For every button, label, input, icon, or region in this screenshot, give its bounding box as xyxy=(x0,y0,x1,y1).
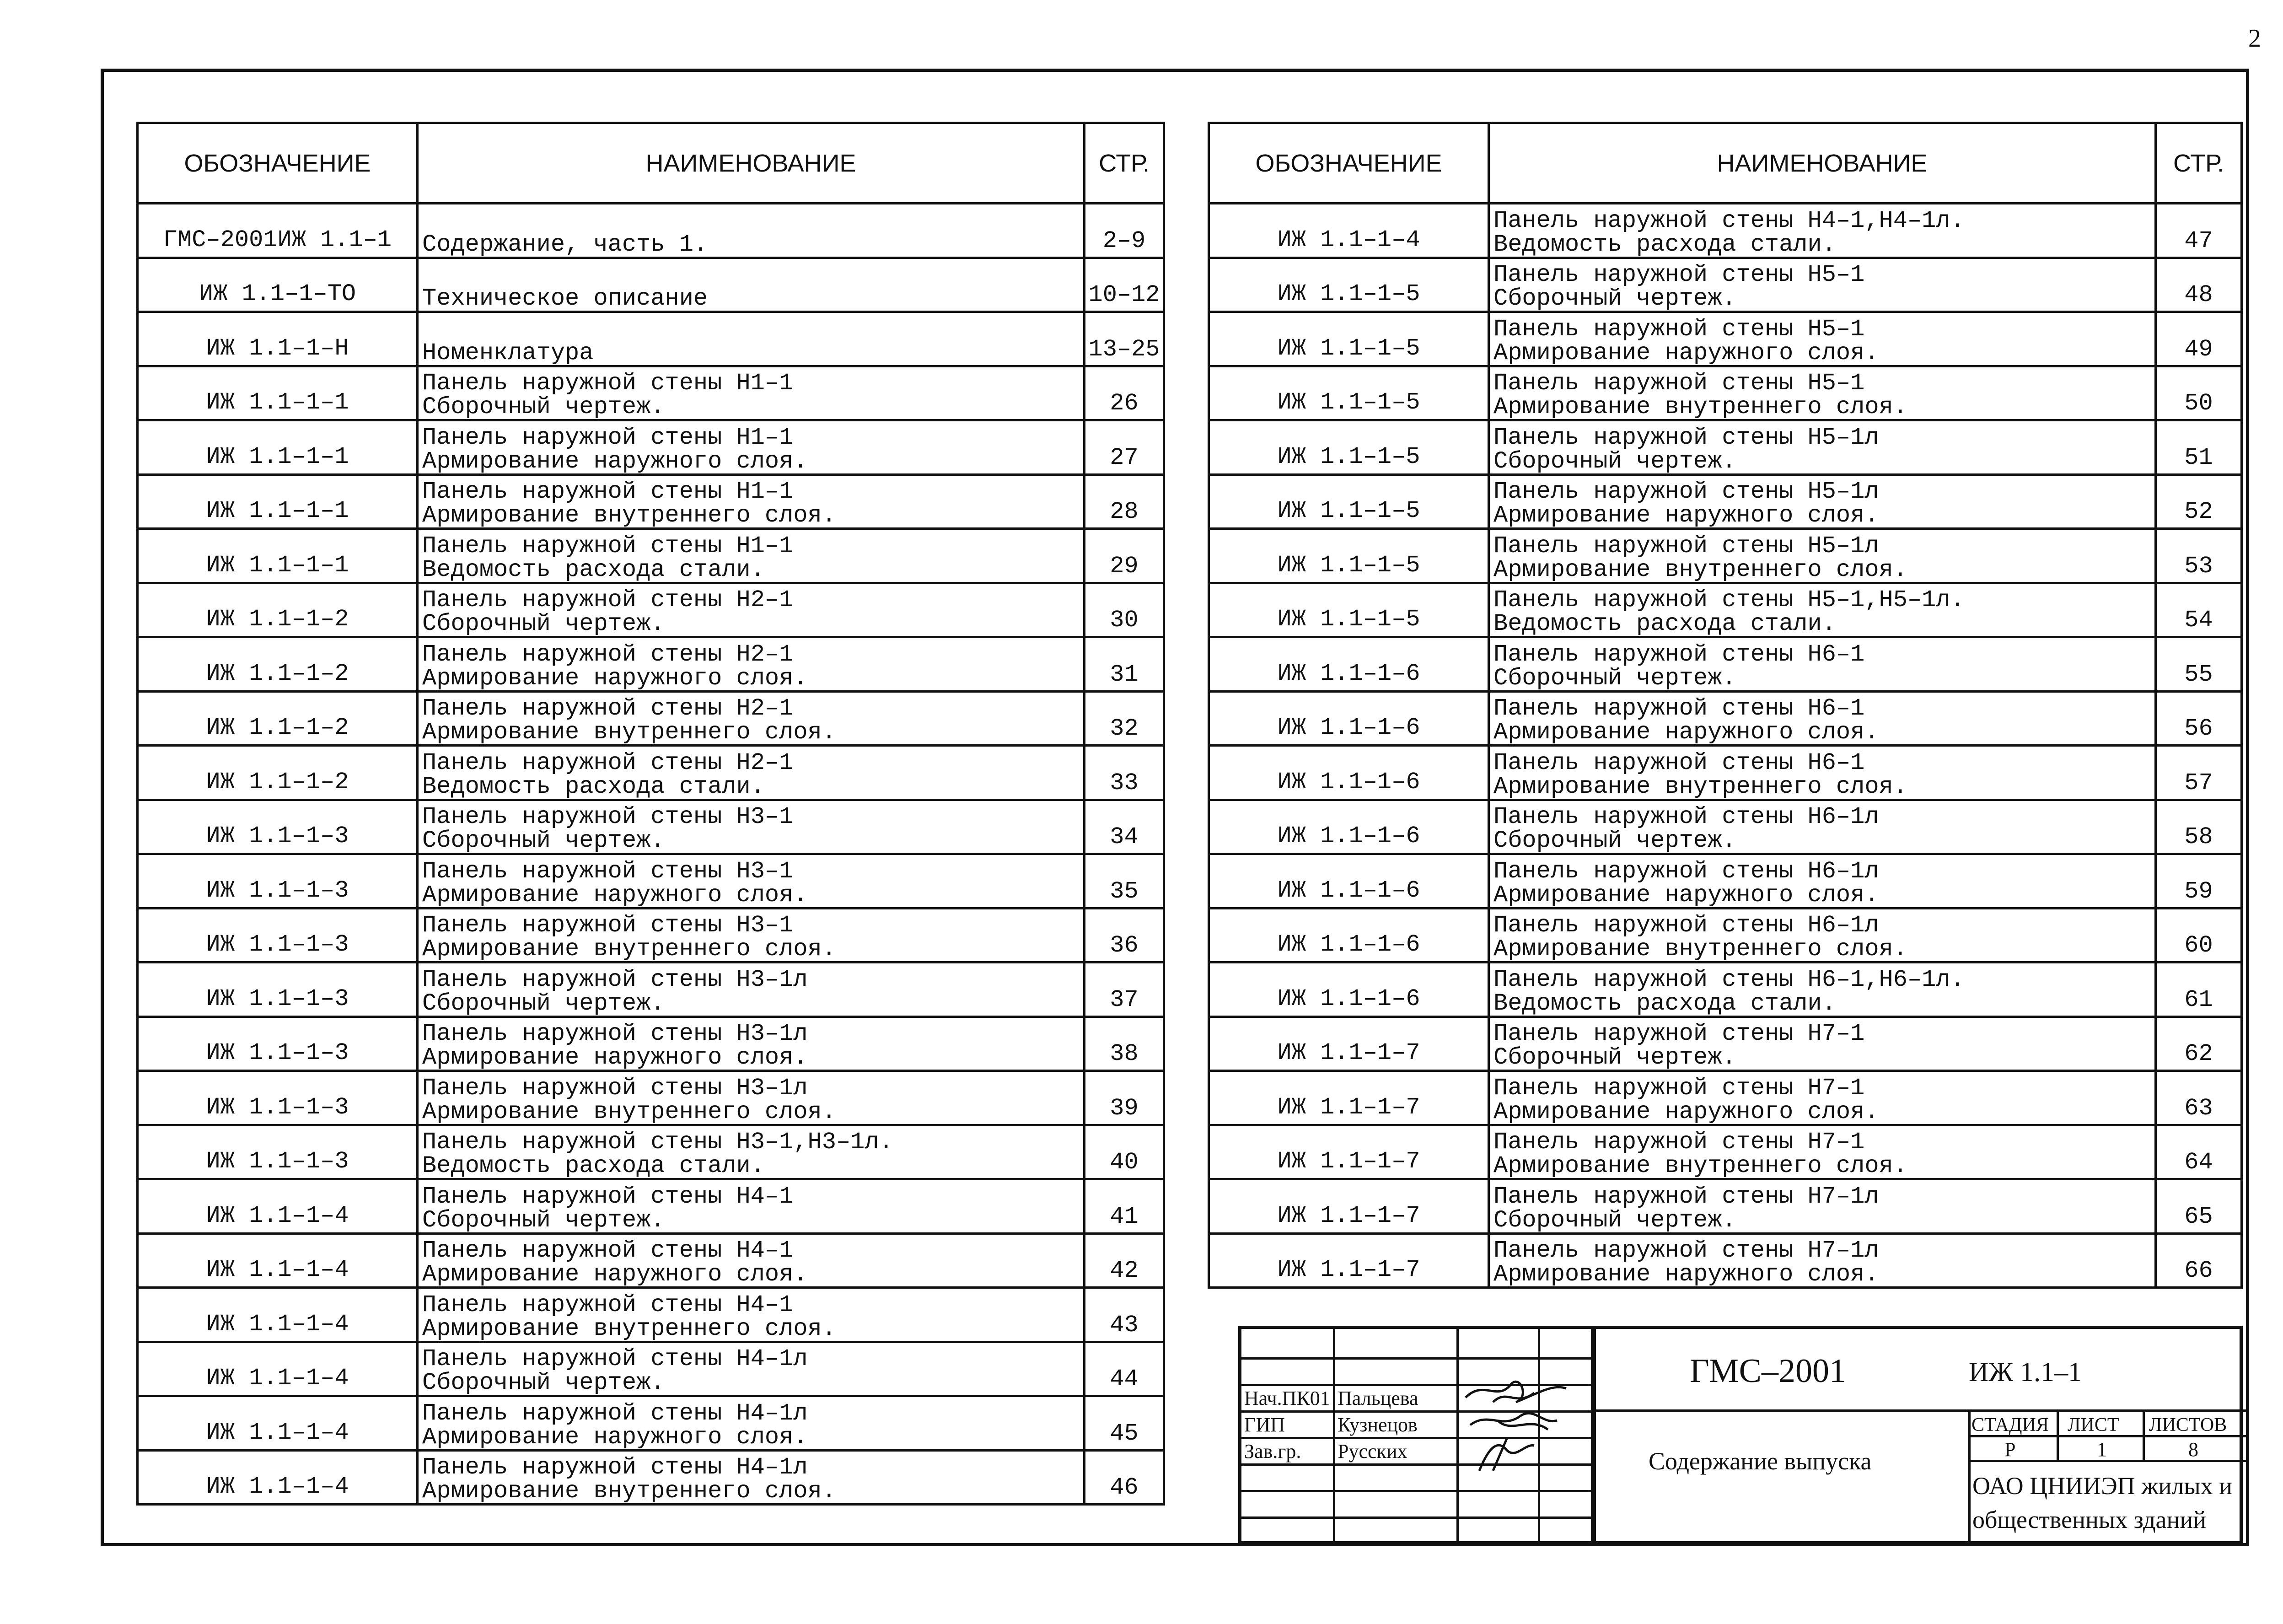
page-cell: 31 xyxy=(1085,637,1164,692)
designation-cell: ИЖ 1.1–1–5 xyxy=(1209,258,1489,312)
designation-cell: ИЖ 1.1–1–2 xyxy=(138,746,418,800)
name-cell xyxy=(1489,258,2156,312)
name-line: Сборочный чертеж. xyxy=(1493,1044,1736,1071)
name-line: Панель наружной стены Н7–1л xyxy=(1493,1183,1879,1210)
name-line: Ведомость расхода стали. xyxy=(1493,231,1836,258)
stamp-organization: ОАО ЦНИИЭП жилых и xyxy=(1972,1472,2233,1500)
name-cell xyxy=(1489,691,2156,746)
page-cell: 65 xyxy=(2156,1179,2242,1234)
name-line: Армирование внутреннего слоя. xyxy=(1493,393,1907,420)
name-line: Панель наружной стены Н4–1 xyxy=(422,1237,794,1264)
page-cell: 2–9 xyxy=(1085,204,1164,258)
designation-cell: ИЖ 1.1–1–6 xyxy=(1209,854,1489,909)
name-cell xyxy=(1489,1233,2156,1288)
designation-cell: ИЖ 1.1–1–1 xyxy=(138,529,418,583)
table-row xyxy=(138,1071,1164,1125)
page-cell: 62 xyxy=(2156,1016,2242,1071)
name-line: Панель наружной стены Н5–1,Н5–1л. xyxy=(1493,586,1965,613)
name-cell xyxy=(1489,908,2156,963)
name-line: Номенклатура xyxy=(422,339,594,366)
table-row xyxy=(1209,204,2242,258)
designation-cell: ИЖ 1.1–1–7 xyxy=(1209,1179,1489,1234)
designation-cell: ИЖ 1.1–1–2 xyxy=(138,637,418,692)
name-cell xyxy=(418,1396,1085,1451)
designation-cell: ИЖ 1.1–1–5 xyxy=(1209,366,1489,420)
name-line: Панель наружной стены Н3–1 xyxy=(422,857,794,885)
designation-cell: ИЖ 1.1–1–3 xyxy=(138,1016,418,1071)
page-cell: 33 xyxy=(1085,746,1164,800)
stamp-divider xyxy=(2143,1409,2145,1461)
name-cell xyxy=(1489,1179,2156,1234)
stamp-sheet-label: ЛИСТ xyxy=(2068,1414,2119,1436)
name-cell xyxy=(418,963,1085,1017)
signature-icon xyxy=(1456,1370,1594,1480)
name-line: Панель наружной стены Н6–1 xyxy=(1493,749,1865,776)
name-cell xyxy=(1489,420,2156,475)
name-line: Армирование наружного слоя. xyxy=(1493,1098,1879,1125)
table-row xyxy=(1209,800,2242,854)
name-cell xyxy=(418,1233,1085,1288)
name-line: Панель наружной стены Н6–1 xyxy=(1493,640,1865,668)
designation-cell: ИЖ 1.1–1–5 xyxy=(1209,474,1489,529)
name-cell xyxy=(1489,963,2156,1017)
column-header-name: НАИМЕНОВАНИЕ xyxy=(418,123,1085,204)
name-cell xyxy=(1489,854,2156,909)
name-cell xyxy=(418,258,1085,312)
name-line: Панель наружной стены Н3–1,Н3–1л. xyxy=(422,1129,893,1156)
page-cell: 32 xyxy=(1085,691,1164,746)
stamp-divider xyxy=(1333,1329,1335,1541)
designation-cell: ИЖ 1.1–1–4 xyxy=(138,1179,418,1234)
stamp-sheet: 1 xyxy=(2097,1438,2107,1461)
name-line: Армирование наружного слоя. xyxy=(422,1044,808,1071)
title-block xyxy=(1238,1326,2243,1544)
designation-cell: ИЖ 1.1–1–Н xyxy=(138,312,418,366)
name-line: Сборочный чертеж. xyxy=(1493,1206,1736,1233)
name-cell xyxy=(418,854,1085,909)
name-line: Панель наружной стены Н7–1 xyxy=(1493,1020,1865,1047)
name-line: Ведомость расхода стали. xyxy=(1493,989,1836,1016)
page-cell: 51 xyxy=(2156,420,2242,475)
designation-cell: ИЖ 1.1–1–1 xyxy=(138,420,418,475)
name-cell xyxy=(418,583,1085,637)
stamp-role: ГИП xyxy=(1244,1414,1285,1436)
name-line: Панель наружной стены Н3–1л xyxy=(422,1074,808,1102)
stamp-organization: общественных зданий xyxy=(1972,1506,2207,1533)
designation-cell: ИЖ 1.1–1–2 xyxy=(138,691,418,746)
name-line: Панель наружной стены Н1–1 xyxy=(422,424,794,451)
name-cell xyxy=(418,529,1085,583)
designation-cell: ИЖ 1.1–1–7 xyxy=(1209,1125,1489,1179)
column-header-page: СТР. xyxy=(2156,123,2242,204)
name-line: Армирование внутреннего слоя. xyxy=(1493,773,1907,800)
table-row xyxy=(138,1125,1164,1179)
table-row xyxy=(138,800,1164,854)
name-line: Армирование внутреннего слоя. xyxy=(422,502,836,529)
column-header-designation: ОБОЗНАЧЕНИЕ xyxy=(1209,123,1489,204)
page-cell: 10–12 xyxy=(1085,258,1164,312)
stamp-line xyxy=(1241,1490,1593,1492)
table-row xyxy=(1209,691,2242,746)
name-cell xyxy=(418,1342,1085,1396)
page-cell: 48 xyxy=(2156,258,2242,312)
designation-cell: ИЖ 1.1–1–5 xyxy=(1209,312,1489,366)
name-line: Армирование наружного слоя. xyxy=(422,1261,808,1288)
name-line: Панель наружной стены Н7–1 xyxy=(1493,1129,1865,1156)
name-line: Армирование наружного слоя. xyxy=(422,664,808,691)
designation-cell: ИЖ 1.1–1–3 xyxy=(138,1125,418,1179)
table-row xyxy=(138,1233,1164,1288)
name-line: Панель наружной стены Н2–1 xyxy=(422,749,794,776)
name-line: Панель наружной стены Н1–1 xyxy=(422,478,794,505)
name-line: Панель наружной стены Н5–1 xyxy=(1493,261,1865,288)
designation-cell: ИЖ 1.1–1–4 xyxy=(138,1288,418,1342)
table-row xyxy=(138,1450,1164,1505)
page-cell: 45 xyxy=(1085,1396,1164,1451)
name-line: Панель наружной стены Н5–1л xyxy=(1493,478,1879,505)
table-row xyxy=(1209,854,2242,909)
name-line: Панель наружной стены Н4–1л xyxy=(422,1399,808,1427)
name-line: Панель наружной стены Н4–1 xyxy=(422,1183,794,1210)
page-cell: 66 xyxy=(2156,1233,2242,1288)
page-cell: 26 xyxy=(1085,366,1164,420)
name-line: Панель наружной стены Н6–1л xyxy=(1493,912,1879,939)
page-cell: 53 xyxy=(2156,529,2242,583)
name-line: Панель наружной стены Н5–1 xyxy=(1493,370,1865,397)
name-cell xyxy=(418,474,1085,529)
name-line: Армирование внутреннего слоя. xyxy=(422,719,836,746)
table-row xyxy=(138,1288,1164,1342)
page-cell: 58 xyxy=(2156,800,2242,854)
page-cell: 63 xyxy=(2156,1071,2242,1125)
column-header-designation: ОБОЗНАЧЕНИЕ xyxy=(138,123,418,204)
name-cell xyxy=(418,1071,1085,1125)
stamp-code: ГМС–2001 xyxy=(1690,1352,1846,1390)
designation-cell: ИЖ 1.1–1–3 xyxy=(138,854,418,909)
designation-cell: ИЖ 1.1–1–6 xyxy=(1209,800,1489,854)
table-row xyxy=(1209,529,2242,583)
name-cell xyxy=(418,1288,1085,1342)
name-line: Сборочный чертеж. xyxy=(1493,827,1736,854)
stamp-person: Пальцева xyxy=(1338,1387,1418,1409)
name-line: Армирование внутреннего слоя. xyxy=(422,1478,836,1505)
designation-cell: ИЖ 1.1–1–5 xyxy=(1209,583,1489,637)
page-cell: 37 xyxy=(1085,963,1164,1017)
table-row xyxy=(138,474,1164,529)
name-line: Сборочный чертеж. xyxy=(422,989,665,1016)
name-line: Панель наружной стены Н1–1 xyxy=(422,370,794,397)
name-cell xyxy=(1489,1125,2156,1179)
name-cell xyxy=(1489,312,2156,366)
table-row xyxy=(138,204,1164,258)
table-row xyxy=(1209,258,2242,312)
table-row xyxy=(1209,1016,2242,1071)
name-cell xyxy=(418,1179,1085,1234)
table-row xyxy=(138,1396,1164,1451)
designation-cell: ИЖ 1.1–1–4 xyxy=(138,1233,418,1288)
designation-cell: ИЖ 1.1–1–1 xyxy=(138,474,418,529)
table-row xyxy=(138,963,1164,1017)
name-line: Армирование наружного слоя. xyxy=(1493,881,1879,908)
name-cell xyxy=(418,420,1085,475)
name-cell xyxy=(1489,366,2156,420)
table-row xyxy=(1209,746,2242,800)
name-cell xyxy=(1489,800,2156,854)
name-line: Панель наружной стены Н7–1л xyxy=(1493,1237,1879,1264)
page-cell: 50 xyxy=(2156,366,2242,420)
name-line: Техническое описание xyxy=(422,285,708,312)
stamp-sheets: 8 xyxy=(2188,1438,2198,1461)
name-line: Панель наружной стены Н3–1л xyxy=(422,1020,808,1047)
table-row xyxy=(1209,908,2242,963)
name-line: Армирование наружного слоя. xyxy=(1493,1261,1879,1288)
name-cell xyxy=(418,1450,1085,1505)
page-cell: 36 xyxy=(1085,908,1164,963)
designation-cell: ИЖ 1.1–1–3 xyxy=(138,800,418,854)
name-line: Армирование наружного слоя. xyxy=(422,447,808,474)
name-line: Панель наружной стены Н4–1 xyxy=(422,1291,794,1318)
page-cell: 54 xyxy=(2156,583,2242,637)
stamp-line xyxy=(1241,1357,1593,1360)
stamp-document: ИЖ 1.1–1 xyxy=(1969,1357,2082,1387)
table-row xyxy=(1209,583,2242,637)
designation-cell: ИЖ 1.1–1–4 xyxy=(1209,204,1489,258)
name-cell xyxy=(1489,746,2156,800)
table-row xyxy=(138,312,1164,366)
name-cell xyxy=(1489,1071,2156,1125)
name-line: Сборочный чертеж. xyxy=(422,393,665,420)
name-line: Ведомость расхода стали. xyxy=(422,556,765,583)
table-row xyxy=(1209,474,2242,529)
page-cell: 29 xyxy=(1085,529,1164,583)
name-line: Армирование внутреннего слоя. xyxy=(1493,936,1907,963)
name-cell xyxy=(1489,529,2156,583)
stamp-divider xyxy=(1968,1409,1971,1541)
stamp-stage-label: СТАДИЯ xyxy=(1971,1414,2049,1436)
name-line: Ведомость расхода стали. xyxy=(1493,610,1836,637)
page-cell: 30 xyxy=(1085,583,1164,637)
contents-table-left xyxy=(136,122,1165,1506)
table-row xyxy=(138,366,1164,420)
designation-cell: ИЖ 1.1–1–6 xyxy=(1209,637,1489,692)
page-cell: 40 xyxy=(1085,1125,1164,1179)
table-row xyxy=(1209,1125,2242,1179)
stamp-line xyxy=(1593,1409,2246,1412)
page-cell: 27 xyxy=(1085,420,1164,475)
designation-cell: ИЖ 1.1–1–5 xyxy=(1209,420,1489,475)
page-cell: 49 xyxy=(2156,312,2242,366)
name-line: Панель наружной стены Н6–1л xyxy=(1493,857,1879,885)
designation-cell: ИЖ 1.1–1–4 xyxy=(138,1342,418,1396)
stamp-stage: Р xyxy=(2004,1438,2016,1461)
name-line: Сборочный чертеж. xyxy=(1493,664,1736,691)
name-line: Сборочный чертеж. xyxy=(422,610,665,637)
table-row xyxy=(1209,1179,2242,1234)
table-row xyxy=(138,854,1164,909)
name-line: Ведомость расхода стали. xyxy=(422,1152,765,1179)
name-line: Панель наружной стены Н6–1л xyxy=(1493,803,1879,830)
name-cell xyxy=(418,1125,1085,1179)
designation-cell: ИЖ 1.1–1–3 xyxy=(138,908,418,963)
table-row xyxy=(1209,366,2242,420)
table-row xyxy=(1209,1071,2242,1125)
stamp-title: Содержание выпуска xyxy=(1649,1447,1872,1475)
table-row xyxy=(1209,963,2242,1017)
table-row xyxy=(1209,420,2242,475)
designation-cell: ИЖ 1.1–1–6 xyxy=(1209,908,1489,963)
page-cell: 55 xyxy=(2156,637,2242,692)
page-cell: 35 xyxy=(1085,854,1164,909)
designation-cell: ИЖ 1.1–1–2 xyxy=(138,583,418,637)
name-line: Панель наружной стены Н5–1л xyxy=(1493,424,1879,451)
table-row xyxy=(138,637,1164,692)
page-cell: 38 xyxy=(1085,1016,1164,1071)
page-cell: 34 xyxy=(1085,800,1164,854)
designation-cell: ИЖ 1.1–1–5 xyxy=(1209,529,1489,583)
designation-cell: ИЖ 1.1–1–1 xyxy=(138,366,418,420)
name-line: Панель наружной стены Н3–1 xyxy=(422,912,794,939)
name-line: Сборочный чертеж. xyxy=(422,1206,665,1233)
designation-cell: ИЖ 1.1–1–3 xyxy=(138,1071,418,1125)
stamp-role: Зав.гр. xyxy=(1244,1440,1301,1463)
page-cell: 44 xyxy=(1085,1342,1164,1396)
table-row xyxy=(138,529,1164,583)
name-line: Ведомость расхода стали. xyxy=(422,773,765,800)
name-cell xyxy=(418,637,1085,692)
designation-cell: ИЖ 1.1–1–6 xyxy=(1209,746,1489,800)
table-row xyxy=(138,746,1164,800)
name-line: Сборочный чертеж. xyxy=(1493,285,1736,312)
page-cell: 52 xyxy=(2156,474,2242,529)
table-row xyxy=(138,583,1164,637)
page-cell: 60 xyxy=(2156,908,2242,963)
page-cell: 59 xyxy=(2156,854,2242,909)
name-line: Панель наружной стены Н6–1,Н6–1л. xyxy=(1493,966,1965,993)
name-line: Панель наружной стены Н4–1л xyxy=(422,1345,808,1372)
table-row xyxy=(138,258,1164,312)
name-line: Армирование внутреннего слоя. xyxy=(422,936,836,963)
name-line: Панель наружной стены Н3–1 xyxy=(422,803,794,830)
name-line: Армирование внутреннего слоя. xyxy=(422,1315,836,1342)
stamp-person: Кузнецов xyxy=(1338,1414,1418,1436)
page-cell: 46 xyxy=(1085,1450,1164,1505)
name-line: Армирование внутреннего слоя. xyxy=(1493,1152,1907,1179)
table-row xyxy=(1209,637,2242,692)
name-line: Армирование внутреннего слоя. xyxy=(1493,556,1907,583)
stamp-divider xyxy=(2057,1409,2059,1461)
name-cell xyxy=(1489,1016,2156,1071)
designation-cell: ИЖ 1.1–1–7 xyxy=(1209,1071,1489,1125)
table-row xyxy=(138,420,1164,475)
page-cell: 13–25 xyxy=(1085,312,1164,366)
page-cell: 56 xyxy=(2156,691,2242,746)
name-line: Армирование наружного слоя. xyxy=(422,1423,808,1450)
designation-cell: ИЖ 1.1–1–4 xyxy=(138,1396,418,1451)
name-cell xyxy=(418,1016,1085,1071)
table-row xyxy=(138,691,1164,746)
table-row xyxy=(138,908,1164,963)
page-cell: 64 xyxy=(2156,1125,2242,1179)
table-row xyxy=(1209,312,2242,366)
stamp-line xyxy=(1241,1516,1593,1519)
name-cell xyxy=(418,691,1085,746)
designation-cell: ИЖ 1.1–1–7 xyxy=(1209,1233,1489,1288)
page-cell: 42 xyxy=(1085,1233,1164,1288)
designation-cell: ИЖ 1.1–1–7 xyxy=(1209,1016,1489,1071)
name-line: Армирование наружного слоя. xyxy=(1493,339,1879,366)
name-line: Армирование наружного слоя. xyxy=(422,881,808,908)
name-cell xyxy=(1489,637,2156,692)
name-cell xyxy=(1489,474,2156,529)
name-cell xyxy=(418,908,1085,963)
designation-cell: ИЖ 1.1–1–3 xyxy=(138,963,418,1017)
designation-cell: ИЖ 1.1–1–6 xyxy=(1209,691,1489,746)
name-line: Панель наружной стены Н2–1 xyxy=(422,640,794,668)
column-header-name: НАИМЕНОВАНИЕ xyxy=(1489,123,2156,204)
name-cell xyxy=(418,366,1085,420)
name-line: Армирование внутреннего слоя. xyxy=(422,1098,836,1125)
page-cell: 41 xyxy=(1085,1179,1164,1234)
column-header-page: СТР. xyxy=(1085,123,1164,204)
page-cell: 57 xyxy=(2156,746,2242,800)
name-cell xyxy=(418,204,1085,258)
name-line: Панель наружной стены Н4–1,Н4–1л. xyxy=(1493,207,1965,234)
name-line: Содержание, часть 1. xyxy=(422,231,708,258)
table-row xyxy=(138,1016,1164,1071)
page-cell: 39 xyxy=(1085,1071,1164,1125)
name-line: Армирование наружного слоя. xyxy=(1493,719,1879,746)
name-cell xyxy=(1489,583,2156,637)
name-line: Сборочный чертеж. xyxy=(422,827,665,854)
page-cell: 47 xyxy=(2156,204,2242,258)
stamp-role: Нач.ПК01 xyxy=(1244,1387,1330,1409)
name-line: Панель наружной стены Н4–1л xyxy=(422,1454,808,1481)
contents-table-right xyxy=(1208,122,2243,1289)
name-line: Панель наружной стены Н2–1 xyxy=(422,586,794,613)
name-cell xyxy=(418,800,1085,854)
name-line: Панель наружной стены Н1–1 xyxy=(422,532,794,559)
name-line: Панель наружной стены Н2–1 xyxy=(422,695,794,722)
name-line: Сборочный чертеж. xyxy=(1493,447,1736,474)
name-line: Панель наружной стены Н5–1 xyxy=(1493,315,1865,343)
designation-cell: ГМС–2001ИЖ 1.1–1 xyxy=(138,204,418,258)
stamp-person: Русских xyxy=(1338,1440,1407,1463)
table-row xyxy=(138,1179,1164,1234)
name-line: Панель наружной стены Н5–1л xyxy=(1493,532,1879,559)
page-cell: 43 xyxy=(1085,1288,1164,1342)
name-cell xyxy=(1489,204,2156,258)
name-line: Панель наружной стены Н7–1 xyxy=(1493,1074,1865,1102)
designation-cell: ИЖ 1.1–1–4 xyxy=(138,1450,418,1505)
name-line: Армирование наружного слоя. xyxy=(1493,502,1879,529)
name-line: Сборочный чертеж. xyxy=(422,1369,665,1396)
table-row xyxy=(1209,1233,2242,1288)
name-line: Панель наружной стены Н6–1 xyxy=(1493,695,1865,722)
name-cell xyxy=(418,312,1085,366)
name-line: Панель наружной стены Н3–1л xyxy=(422,966,808,993)
table-row xyxy=(138,1342,1164,1396)
designation-cell: ИЖ 1.1–1–6 xyxy=(1209,963,1489,1017)
page-cell: 28 xyxy=(1085,474,1164,529)
page-number: 2 xyxy=(2248,24,2261,53)
name-cell xyxy=(418,746,1085,800)
designation-cell: ИЖ 1.1–1–ТО xyxy=(138,258,418,312)
page-cell: 61 xyxy=(2156,963,2242,1017)
stamp-sheets-label: ЛИСТОВ xyxy=(2149,1414,2227,1436)
